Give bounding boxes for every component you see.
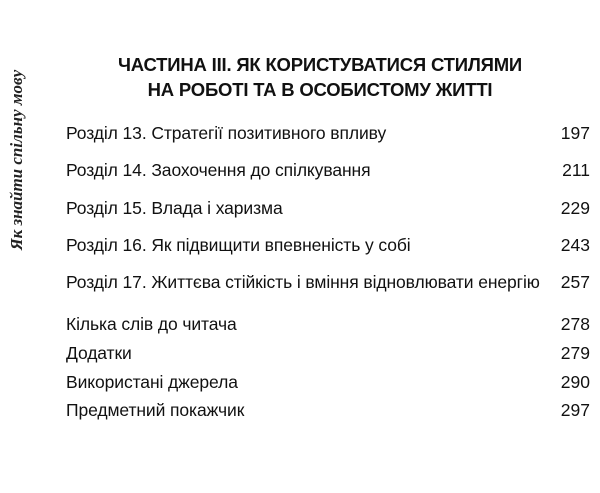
toc-entry-title: Розділ 17. Життєва стійкість і вміння відновлювати енергію <box>66 272 540 292</box>
toc-entry-title: Використані джерела <box>66 372 238 392</box>
toc-entry-title: Розділ 15. Влада і харизма <box>66 198 283 218</box>
section-heading-line-1: ЧАСТИНА ІІІ. ЯК КОРИСТУВАТИСЯ СТИЛЯМИ <box>117 54 523 75</box>
toc-entry-title: Розділ 14. Заохочення до спілкування <box>66 160 371 180</box>
toc-entry-page: 290 <box>560 372 590 392</box>
toc-entry-chapter-15 <box>66 195 590 221</box>
toc-entry-page: 211 <box>562 160 590 180</box>
toc-entry-chapter-14 <box>66 157 590 183</box>
toc-entry-page: 278 <box>560 314 590 334</box>
toc-entry-chapter-13 <box>66 120 590 146</box>
toc-entry-index <box>66 397 590 423</box>
section-heading-line-2: НА РОБОТІ ТА В ОСОБИСТОМУ ЖИТТІ <box>147 79 493 100</box>
toc-entry-page: 279 <box>560 343 590 363</box>
toc-entry-references <box>66 369 590 395</box>
toc-entry-page: 243 <box>560 235 590 255</box>
toc-entry-afterword <box>66 311 590 337</box>
toc-entry-appendices <box>66 340 590 366</box>
toc-entry-title: Розділ 13. Стратегії позитивного впливу <box>66 123 387 143</box>
spine <box>0 0 34 493</box>
toc-entry-title: Додатки <box>66 343 132 363</box>
toc-entry-title: Кілька слів до читача <box>66 314 237 334</box>
toc-entry-page: 197 <box>560 123 590 143</box>
toc-entry-chapter-16 <box>66 232 590 258</box>
book-title-vertical: Як знайти спільну мову <box>7 69 26 251</box>
toc-entry-title: Предметний покажчик <box>66 400 245 420</box>
toc-entry-chapter-17 <box>66 269 590 295</box>
toc-entry-page: 257 <box>560 272 590 292</box>
toc-entry-page: 229 <box>560 198 590 218</box>
toc-entry-title: Розділ 16. Як підвищити впевненість у собі <box>66 235 411 255</box>
toc-entry-page: 297 <box>560 400 590 420</box>
